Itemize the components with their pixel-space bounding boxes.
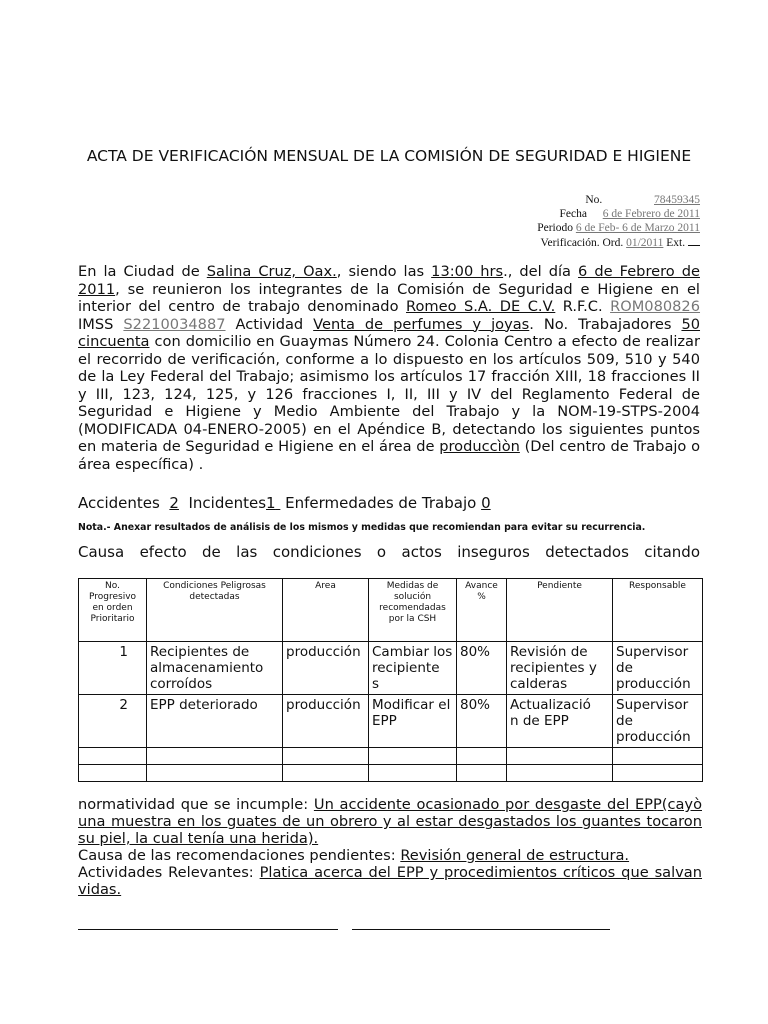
intro-text: , se reunieron los integrantes de la Comisión de Seguridad e Higiene en el interior del centro de trabajo denominado: [78, 280, 700, 315]
accidentes-label: Accidentes: [78, 494, 160, 512]
signature-line-left: [78, 929, 338, 930]
actividades-paragraph: [78, 864, 702, 898]
intro-text: con domicilio en Guaymas Número 24. Colonia Centro a efecto de realizar el recorrido de verificación, conforme a lo dispuesto en los artículos 509, 510 y 540 de la Ley Federal del Trabajo; asimismo los artículos 17 fracción XIII, 18 fracciones II y III, 123, 124, 125, y 126 fracciones I, II, III y IV del Reglamento Federal de Seguridad e Higiene y Medio Ambiente del Trabajo y la NOM-19-STPS-2004 (MODIFICADA 04-ENERO-2005) en el Apéndice B, detectando los siguientes puntos en materia de Seguridad e Higiene en el área de: [78, 333, 700, 455]
cell-pendiente: Revisión de recipientes y calderas: [507, 642, 613, 695]
intro-empresa: Romeo S.A. DE C.V.: [406, 298, 556, 315]
signature-line-right: [352, 929, 610, 930]
header-no: No. Progresivo en orden Prioritario: [79, 579, 147, 642]
header-pendiente: Pendiente: [507, 579, 613, 642]
intro-trabajadores: 50 cincuenta: [78, 315, 701, 350]
accidentes-value: 2: [169, 494, 179, 512]
table-row: [79, 642, 703, 695]
cell-medida: Modificar el EPP: [369, 695, 457, 748]
intro-hora: 13:00 hrs: [431, 263, 504, 280]
pendientes-value: Revisión general de estructura.: [400, 847, 630, 864]
actividades-value: Platica acerca del EPP y procedimientos críticos que salvan vidas.: [78, 864, 703, 898]
cell-area: producción: [283, 642, 369, 695]
nota-text: Nota.- Anexar resultados de análisis de los mismos y medidas que recomiendan para evitar su recurrencia.: [78, 522, 646, 533]
meta-periodo-label: Periodo: [537, 222, 573, 234]
intro-paragraph: [78, 263, 700, 473]
intro-text: (Del centro de Trabajo o área específica) .: [78, 438, 700, 473]
intro-rfc: ROM080826: [610, 298, 701, 315]
verification-table: [78, 578, 703, 782]
intro-text: ., del día: [503, 263, 579, 280]
cell-condicion: EPP deteriorado: [147, 695, 283, 748]
table-row-empty: [79, 765, 703, 782]
meta-periodo-value: 6 de Feb- 6 de Marzo 2011: [575, 222, 700, 234]
cell-medida: Cambiar los recipiente s: [369, 642, 457, 695]
normatividad-label: normatividad que se incumple:: [78, 796, 314, 813]
intro-text: . No. Trabajadores: [529, 315, 682, 333]
meta-verificacion-row: [537, 235, 700, 250]
intro-area: produccìòn: [439, 438, 520, 455]
meta-verif-value: 01/2011: [626, 237, 664, 249]
normatividad-value: Un accidente ocasionado por desgaste del EPP(cayò una muestra en los guates de un obrero y al estar desgastados los guantes tocaron su piel, la cual tenía una herida).: [78, 796, 702, 847]
table-row-empty: [79, 748, 703, 765]
cell-responsable: Supervisor de producción: [613, 642, 703, 695]
intro-text: R.F.C.: [555, 298, 611, 315]
enfermedades-value: 0: [481, 494, 491, 512]
normatividad-section: [78, 796, 702, 898]
table-header-row: [79, 579, 703, 642]
table-row: [79, 695, 703, 748]
meta-no-value: 78459345: [654, 194, 700, 206]
document-meta: [537, 193, 700, 250]
meta-periodo-row: [537, 221, 700, 235]
intro-text: IMSS: [78, 315, 124, 333]
meta-ext-blank: [688, 235, 700, 246]
document-title: ACTA DE VERIFICACIÓN MENSUAL DE LA COMISIÓN DE SEGURIDAD E HIGIENE: [86, 147, 692, 165]
meta-no-row: [537, 193, 700, 207]
cell-condicion: Recipientes de almacenamiento corroídos: [147, 642, 283, 695]
incidentes-value: 1: [266, 494, 276, 512]
enfermedades-label: Enfermedades de Trabajo: [285, 494, 477, 512]
intro-fecha: 6 de Febrero de 2011: [78, 263, 700, 298]
intro-imss: S2210034887: [123, 315, 226, 333]
incident-counts: [78, 494, 491, 512]
header-medidas: Medidas de solución recomendadas por la CSH: [369, 579, 457, 642]
intro-text: , siendo las: [336, 263, 432, 280]
header-condiciones: Condiciones Peligrosas detectadas: [147, 579, 283, 642]
meta-verif-label: Verificación. Ord.: [540, 237, 624, 249]
cell-area: producción: [283, 695, 369, 748]
normatividad-paragraph: [78, 796, 702, 847]
pendientes-paragraph: [78, 847, 702, 864]
meta-fecha-label: Fecha: [559, 208, 587, 220]
cell-responsable: Supervisor de producción: [613, 695, 703, 748]
intro-ciudad: Salina Cruz, Oax.: [206, 263, 337, 280]
cell-pendiente: Actualizació n de EPP: [507, 695, 613, 748]
meta-fecha-row: [537, 207, 700, 221]
meta-ext-label: Ext.: [666, 237, 686, 249]
cell-avance: 80%: [457, 642, 507, 695]
meta-no-label: No.: [585, 194, 603, 206]
intro-actividad: Venta de perfumes y joyas: [313, 315, 530, 333]
actividades-label: Actividades Relevantes:: [78, 864, 260, 881]
cell-num: 2: [79, 695, 147, 748]
header-area: Area: [283, 579, 369, 642]
header-avance: Avance %: [457, 579, 507, 642]
incidentes-label: Incidentes: [188, 494, 267, 512]
cell-avance: 80%: [457, 695, 507, 748]
cell-num: 1: [79, 642, 147, 695]
causa-line: Causa efecto de las condiciones o actos inseguros detectados citando: [78, 543, 700, 561]
header-responsable: Responsable: [613, 579, 703, 642]
meta-fecha-value: 6 de Febrero de 2011: [602, 208, 700, 220]
intro-text: Actividad: [225, 315, 314, 333]
intro-text: En la Ciudad de: [78, 263, 207, 280]
pendientes-label: Causa de las recomendaciones pendientes:: [78, 847, 401, 864]
